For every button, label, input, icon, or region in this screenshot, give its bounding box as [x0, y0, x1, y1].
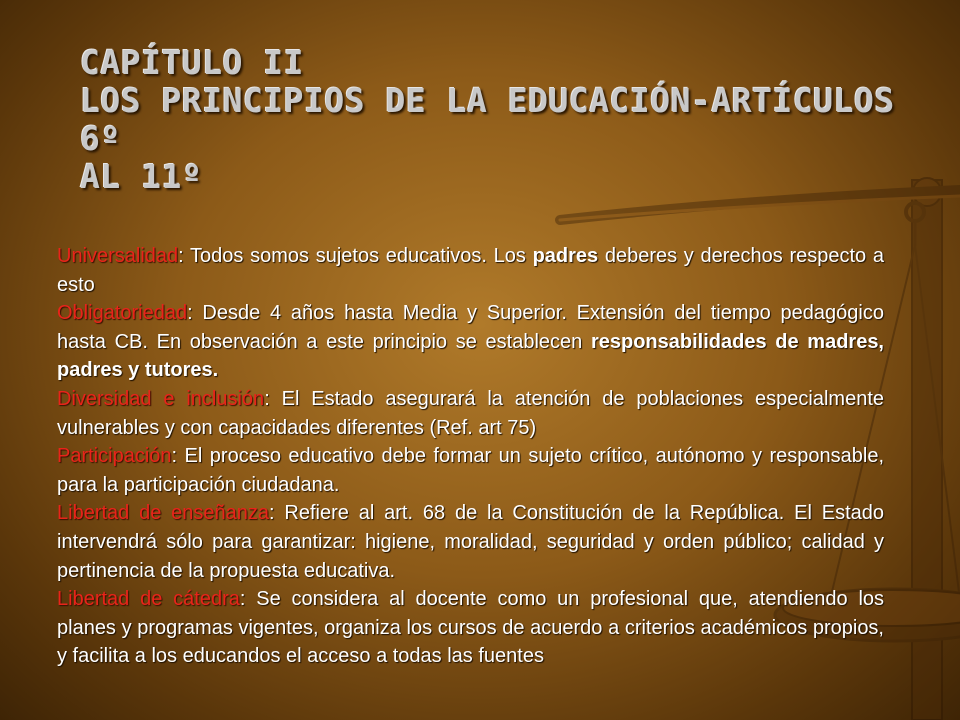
principle-universalidad	[57, 242, 884, 299]
title-line-1: CAPÍTULO II	[80, 43, 305, 82]
principle-text: : Refiere al art. 68 de la Constitución de la República. El Estado intervendrá sólo para garantizar: higiene, moralidad, seguridad y orden público; calidad y pertinencia de la propuesta educativa.	[57, 502, 884, 582]
principle-text: : Todos somos sujetos educativos. Los	[178, 245, 533, 267]
principle-diversidad	[57, 385, 884, 442]
principle-bold-text: padres	[532, 245, 599, 267]
principle-term: Diversidad e inclusión	[57, 387, 265, 410]
principle-text: : El proceso educativo debe formar un sujeto crítico, autónomo y responsable, para la participación ciudadana.	[57, 445, 884, 496]
slide-title	[80, 44, 920, 196]
principle-obligatoriedad	[57, 299, 884, 385]
principle-term: Obligatoriedad	[57, 302, 188, 325]
title-line-2: LOS PRINCIPIOS DE LA EDUCACIÓN-ARTÍCULOS 6º	[80, 81, 895, 158]
principle-participacion	[57, 442, 884, 499]
principle-text: : Se considera al docente como un profesional que, atendiendo los planes y programas vigentes, organiza los cursos de acuerdo a criterios académicos propios, y facilita a los educandos el acceso a todas las fuentes	[57, 588, 885, 668]
principle-libertad-ensenanza	[57, 499, 884, 585]
principle-text: deberes y derechos respecto a esto	[57, 245, 884, 296]
principle-term: Libertad de cátedra	[57, 588, 240, 611]
principle-text: : Desde 4 años hasta Media y Superior. Extensión del tiempo pedagógico hasta CB. En observación a este principio se establecen	[57, 302, 884, 353]
principle-term: Participación	[57, 445, 172, 468]
principle-term: Libertad de enseñanza	[57, 502, 270, 525]
principle-bold-text: responsabilidades de madres, padres y tutores.	[57, 330, 884, 382]
principle-libertad-catedra	[57, 585, 884, 671]
title-line-3: AL 11º	[80, 157, 203, 196]
principles-list	[57, 242, 884, 671]
principle-text: : El Estado asegurará la atención de poblaciones especialmente vulnerables y con capacidades diferentes (Ref. art 75)	[57, 387, 884, 439]
principle-term: Universalidad	[57, 245, 179, 267]
